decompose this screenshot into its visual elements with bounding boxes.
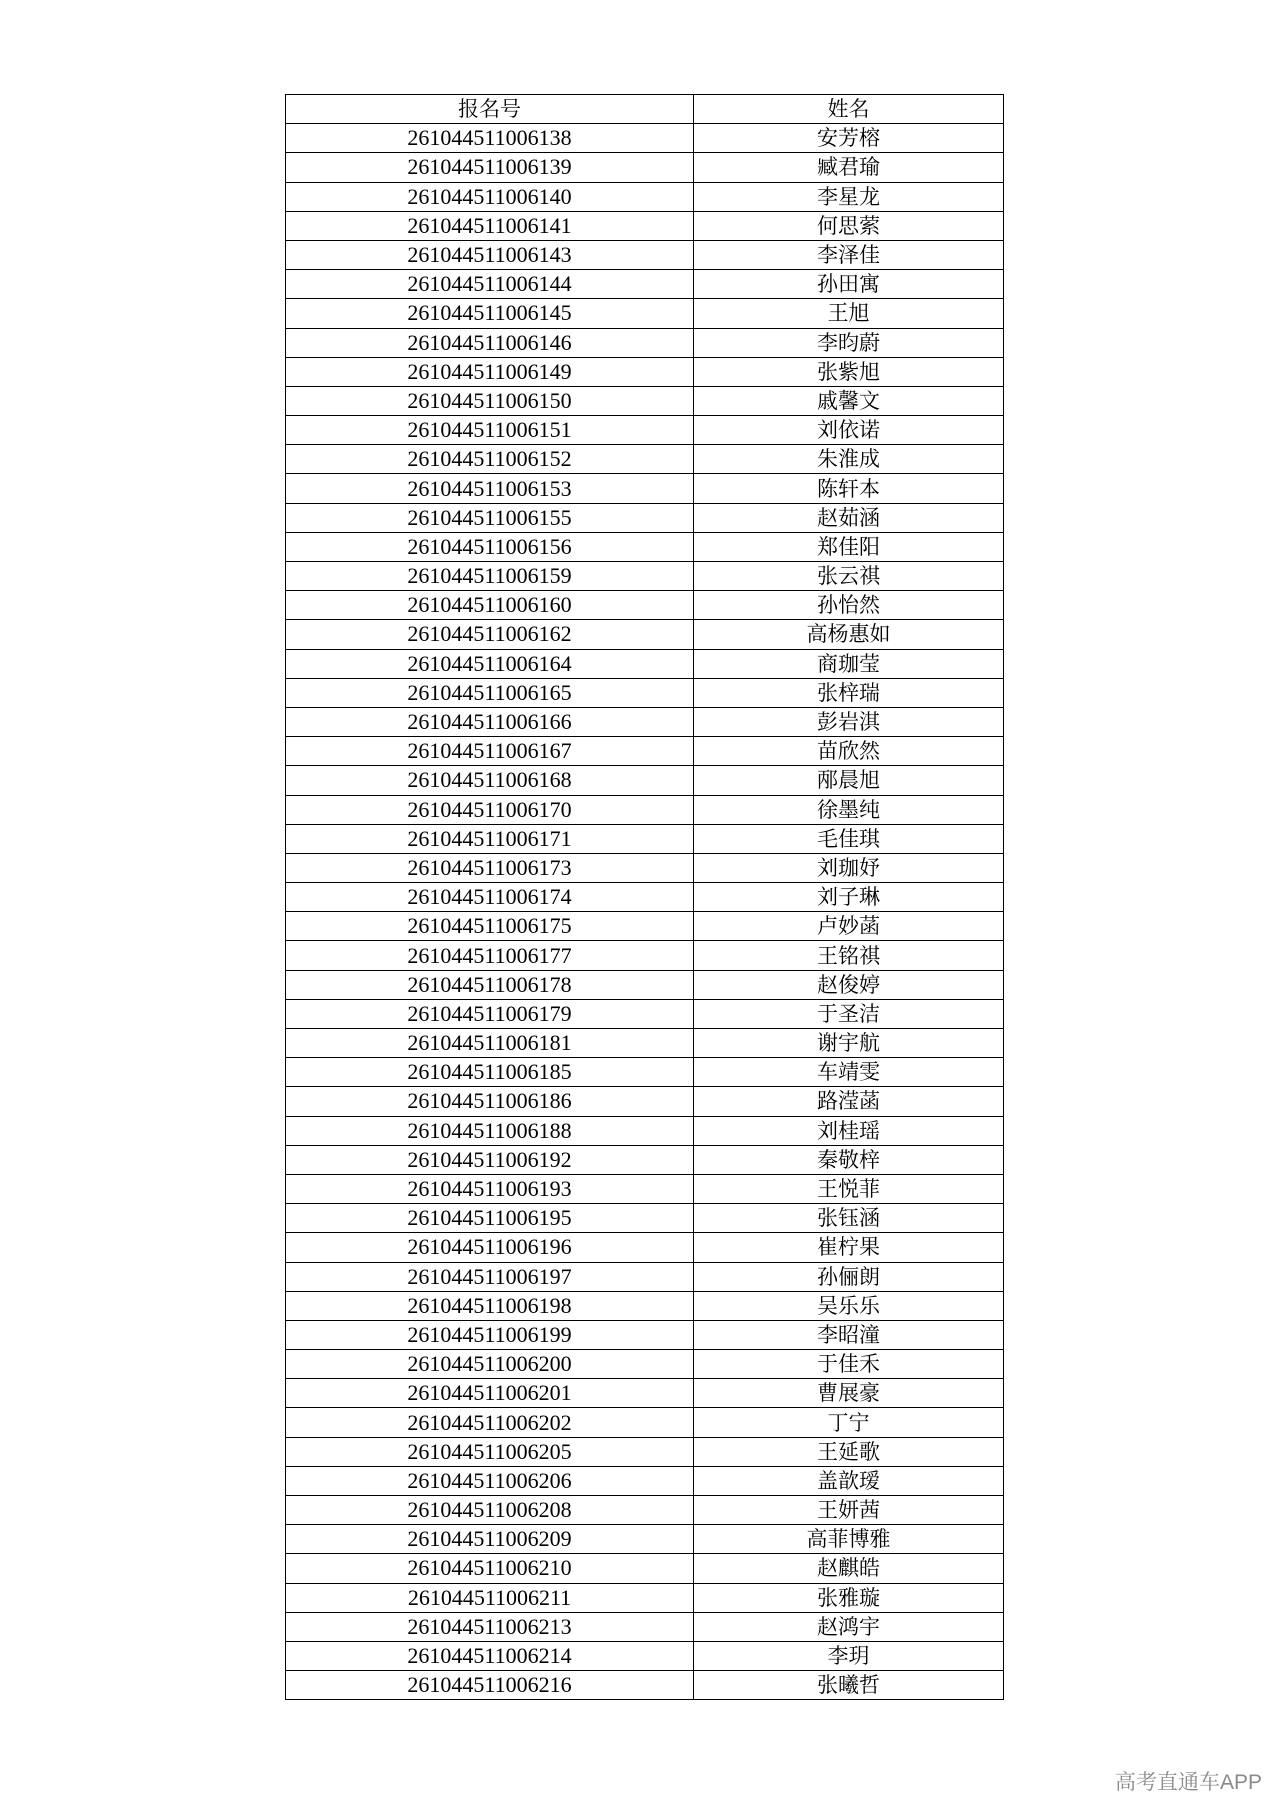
- table-row: [286, 1496, 1004, 1525]
- table-row: [286, 999, 1004, 1028]
- name-cell: 王旭: [694, 299, 1004, 328]
- name-cell: 朱淮成: [694, 445, 1004, 474]
- name-cell: 李昭潼: [694, 1320, 1004, 1349]
- name-cell: 谢宇航: [694, 1029, 1004, 1058]
- registration-number-cell: 261044511006181: [286, 1029, 694, 1058]
- table-row: [286, 737, 1004, 766]
- registration-number-cell: 261044511006206: [286, 1466, 694, 1495]
- registration-number-cell: 261044511006211: [286, 1583, 694, 1612]
- table-row: [286, 1029, 1004, 1058]
- registration-number-cell: 261044511006138: [286, 124, 694, 153]
- registration-number-cell: 261044511006196: [286, 1233, 694, 1262]
- name-cell: 李玥: [694, 1641, 1004, 1670]
- table-row: [286, 707, 1004, 736]
- table-row: [286, 970, 1004, 999]
- registration-number-cell: 261044511006144: [286, 270, 694, 299]
- registration-number-cell: 261044511006201: [286, 1379, 694, 1408]
- registration-number-cell: 261044511006177: [286, 941, 694, 970]
- name-cell: 李星龙: [694, 182, 1004, 211]
- name-cell: 赵茹涵: [694, 503, 1004, 532]
- table-row: [286, 562, 1004, 591]
- name-cell: 王妍茜: [694, 1496, 1004, 1525]
- name-cell: 王悦菲: [694, 1174, 1004, 1203]
- table-row: [286, 1466, 1004, 1495]
- name-cell: 丁宁: [694, 1408, 1004, 1437]
- registration-number-cell: 261044511006188: [286, 1116, 694, 1145]
- registration-number-cell: 261044511006166: [286, 707, 694, 736]
- name-cell: 孙俪朗: [694, 1262, 1004, 1291]
- registration-number-cell: 261044511006141: [286, 211, 694, 240]
- registration-number-cell: 261044511006195: [286, 1204, 694, 1233]
- table-row: [286, 1525, 1004, 1554]
- registration-number-cell: 261044511006199: [286, 1320, 694, 1349]
- name-cell: 崔柠果: [694, 1233, 1004, 1262]
- registration-number-cell: 261044511006153: [286, 474, 694, 503]
- name-cell: 刘子琳: [694, 883, 1004, 912]
- table-row: [286, 270, 1004, 299]
- registration-number-cell: 261044511006178: [286, 970, 694, 999]
- name-cell: 张紫旭: [694, 357, 1004, 386]
- name-cell: 车靖雯: [694, 1058, 1004, 1087]
- table-row: [286, 1408, 1004, 1437]
- table-row: [286, 240, 1004, 269]
- registration-number-cell: 261044511006155: [286, 503, 694, 532]
- table-row: [286, 941, 1004, 970]
- registration-number-cell: 261044511006174: [286, 883, 694, 912]
- table-row: [286, 532, 1004, 561]
- registration-number-cell: 261044511006185: [286, 1058, 694, 1087]
- table-row: [286, 883, 1004, 912]
- table-row: [286, 1058, 1004, 1087]
- table-row: [286, 153, 1004, 182]
- registration-number-cell: 261044511006209: [286, 1525, 694, 1554]
- name-cell: 刘珈妤: [694, 853, 1004, 882]
- registration-number-cell: 261044511006213: [286, 1612, 694, 1641]
- registration-number-cell: 261044511006140: [286, 182, 694, 211]
- name-cell: 于佳禾: [694, 1350, 1004, 1379]
- table-row: [286, 474, 1004, 503]
- name-cell: 秦敬梓: [694, 1145, 1004, 1174]
- registration-number-cell: 261044511006210: [286, 1554, 694, 1583]
- table-row: [286, 649, 1004, 678]
- name-cell: 孙怡然: [694, 591, 1004, 620]
- registration-number-cell: 261044511006214: [286, 1641, 694, 1670]
- table-body: [286, 124, 1004, 1700]
- table-row: [286, 1379, 1004, 1408]
- name-cell: 张梓瑞: [694, 678, 1004, 707]
- table-row: [286, 416, 1004, 445]
- table-row: [286, 1671, 1004, 1700]
- registration-number-cell: 261044511006198: [286, 1291, 694, 1320]
- name-cell: 彭岩淇: [694, 707, 1004, 736]
- table-row: [286, 211, 1004, 240]
- name-cell: 张钰涵: [694, 1204, 1004, 1233]
- name-cell: 张曦哲: [694, 1671, 1004, 1700]
- registration-number-cell: 261044511006179: [286, 999, 694, 1028]
- name-cell: 陈轩本: [694, 474, 1004, 503]
- registration-number-cell: 261044511006164: [286, 649, 694, 678]
- name-cell: 刘依诺: [694, 416, 1004, 445]
- table-row: [286, 853, 1004, 882]
- name-cell: 高杨惠如: [694, 620, 1004, 649]
- name-cell: 赵鸿宇: [694, 1612, 1004, 1641]
- name-cell: 徐墨纯: [694, 795, 1004, 824]
- table-row: [286, 824, 1004, 853]
- table-row: [286, 1320, 1004, 1349]
- name-cell: 刘桂瑶: [694, 1116, 1004, 1145]
- name-cell: 臧君瑜: [694, 153, 1004, 182]
- name-cell: 张雅璇: [694, 1583, 1004, 1612]
- registration-number-cell: 261044511006152: [286, 445, 694, 474]
- table-row: [286, 1612, 1004, 1641]
- table-row: [286, 1291, 1004, 1320]
- table-row: [286, 1174, 1004, 1203]
- name-cell: 商珈莹: [694, 649, 1004, 678]
- name-cell: 吴乐乐: [694, 1291, 1004, 1320]
- name-cell: 毛佳琪: [694, 824, 1004, 853]
- registration-number-cell: 261044511006216: [286, 1671, 694, 1700]
- name-cell: 王铭祺: [694, 941, 1004, 970]
- table-header-row: [286, 95, 1004, 124]
- name-cell: 赵俊婷: [694, 970, 1004, 999]
- registration-number-cell: 261044511006162: [286, 620, 694, 649]
- name-cell: 高菲博雅: [694, 1525, 1004, 1554]
- registration-number-cell: 261044511006143: [286, 240, 694, 269]
- table-row: [286, 620, 1004, 649]
- table-row: [286, 1262, 1004, 1291]
- name-cell: 路滢菡: [694, 1087, 1004, 1116]
- registration-number-cell: 261044511006173: [286, 853, 694, 882]
- name-cell: 李昀蔚: [694, 328, 1004, 357]
- name-cell: 苗欣然: [694, 737, 1004, 766]
- column-header-name: 姓名: [694, 95, 1004, 124]
- column-header-registration-number: 报名号: [286, 95, 694, 124]
- registration-number-cell: 261044511006156: [286, 532, 694, 561]
- table-row: [286, 1204, 1004, 1233]
- table-row: [286, 766, 1004, 795]
- table-row: [286, 445, 1004, 474]
- registration-number-cell: 261044511006171: [286, 824, 694, 853]
- registration-number-cell: 261044511006160: [286, 591, 694, 620]
- table-row: [286, 182, 1004, 211]
- registration-number-cell: 261044511006167: [286, 737, 694, 766]
- registration-number-cell: 261044511006200: [286, 1350, 694, 1379]
- registration-number-cell: 261044511006197: [286, 1262, 694, 1291]
- name-cell: 安芳榕: [694, 124, 1004, 153]
- registration-number-cell: 261044511006170: [286, 795, 694, 824]
- name-cell: 邴晨旭: [694, 766, 1004, 795]
- table-row: [286, 912, 1004, 941]
- watermark: 高考直通车APP: [1114, 1771, 1262, 1794]
- registration-number-cell: 261044511006151: [286, 416, 694, 445]
- table-row: [286, 678, 1004, 707]
- name-cell: 王延歌: [694, 1437, 1004, 1466]
- table-row: [286, 386, 1004, 415]
- name-cell: 孙田寓: [694, 270, 1004, 299]
- registration-number-cell: 261044511006146: [286, 328, 694, 357]
- registration-number-cell: 261044511006139: [286, 153, 694, 182]
- table-row: [286, 1087, 1004, 1116]
- table-row: [286, 124, 1004, 153]
- table-row: [286, 1350, 1004, 1379]
- name-cell: 曹展豪: [694, 1379, 1004, 1408]
- name-cell: 张云祺: [694, 562, 1004, 591]
- table-row: [286, 1641, 1004, 1670]
- table-row: [286, 1583, 1004, 1612]
- table-row: [286, 591, 1004, 620]
- registration-number-cell: 261044511006193: [286, 1174, 694, 1203]
- registration-number-cell: 261044511006150: [286, 386, 694, 415]
- table-row: [286, 357, 1004, 386]
- registration-number-cell: 261044511006205: [286, 1437, 694, 1466]
- table-row: [286, 1145, 1004, 1174]
- table-row: [286, 299, 1004, 328]
- table-row: [286, 1554, 1004, 1583]
- registration-number-cell: 261044511006186: [286, 1087, 694, 1116]
- table-row: [286, 503, 1004, 532]
- table-row: [286, 1437, 1004, 1466]
- table-row: [286, 1233, 1004, 1262]
- registration-number-cell: 261044511006165: [286, 678, 694, 707]
- table-row: [286, 328, 1004, 357]
- name-cell: 李泽佳: [694, 240, 1004, 269]
- name-cell: 于圣洁: [694, 999, 1004, 1028]
- roster-table: [285, 94, 1004, 1700]
- table-row: [286, 1116, 1004, 1145]
- name-cell: 赵麒皓: [694, 1554, 1004, 1583]
- table-row: [286, 795, 1004, 824]
- registration-number-cell: 261044511006145: [286, 299, 694, 328]
- name-cell: 何思萦: [694, 211, 1004, 240]
- name-cell: 戚馨文: [694, 386, 1004, 415]
- registration-number-cell: 261044511006175: [286, 912, 694, 941]
- registration-number-cell: 261044511006159: [286, 562, 694, 591]
- registration-number-cell: 261044511006168: [286, 766, 694, 795]
- name-cell: 郑佳阳: [694, 532, 1004, 561]
- registration-number-cell: 261044511006149: [286, 357, 694, 386]
- registration-number-cell: 261044511006202: [286, 1408, 694, 1437]
- registration-number-cell: 261044511006192: [286, 1145, 694, 1174]
- registration-number-cell: 261044511006208: [286, 1496, 694, 1525]
- name-cell: 盖歆瑷: [694, 1466, 1004, 1495]
- name-cell: 卢妙菡: [694, 912, 1004, 941]
